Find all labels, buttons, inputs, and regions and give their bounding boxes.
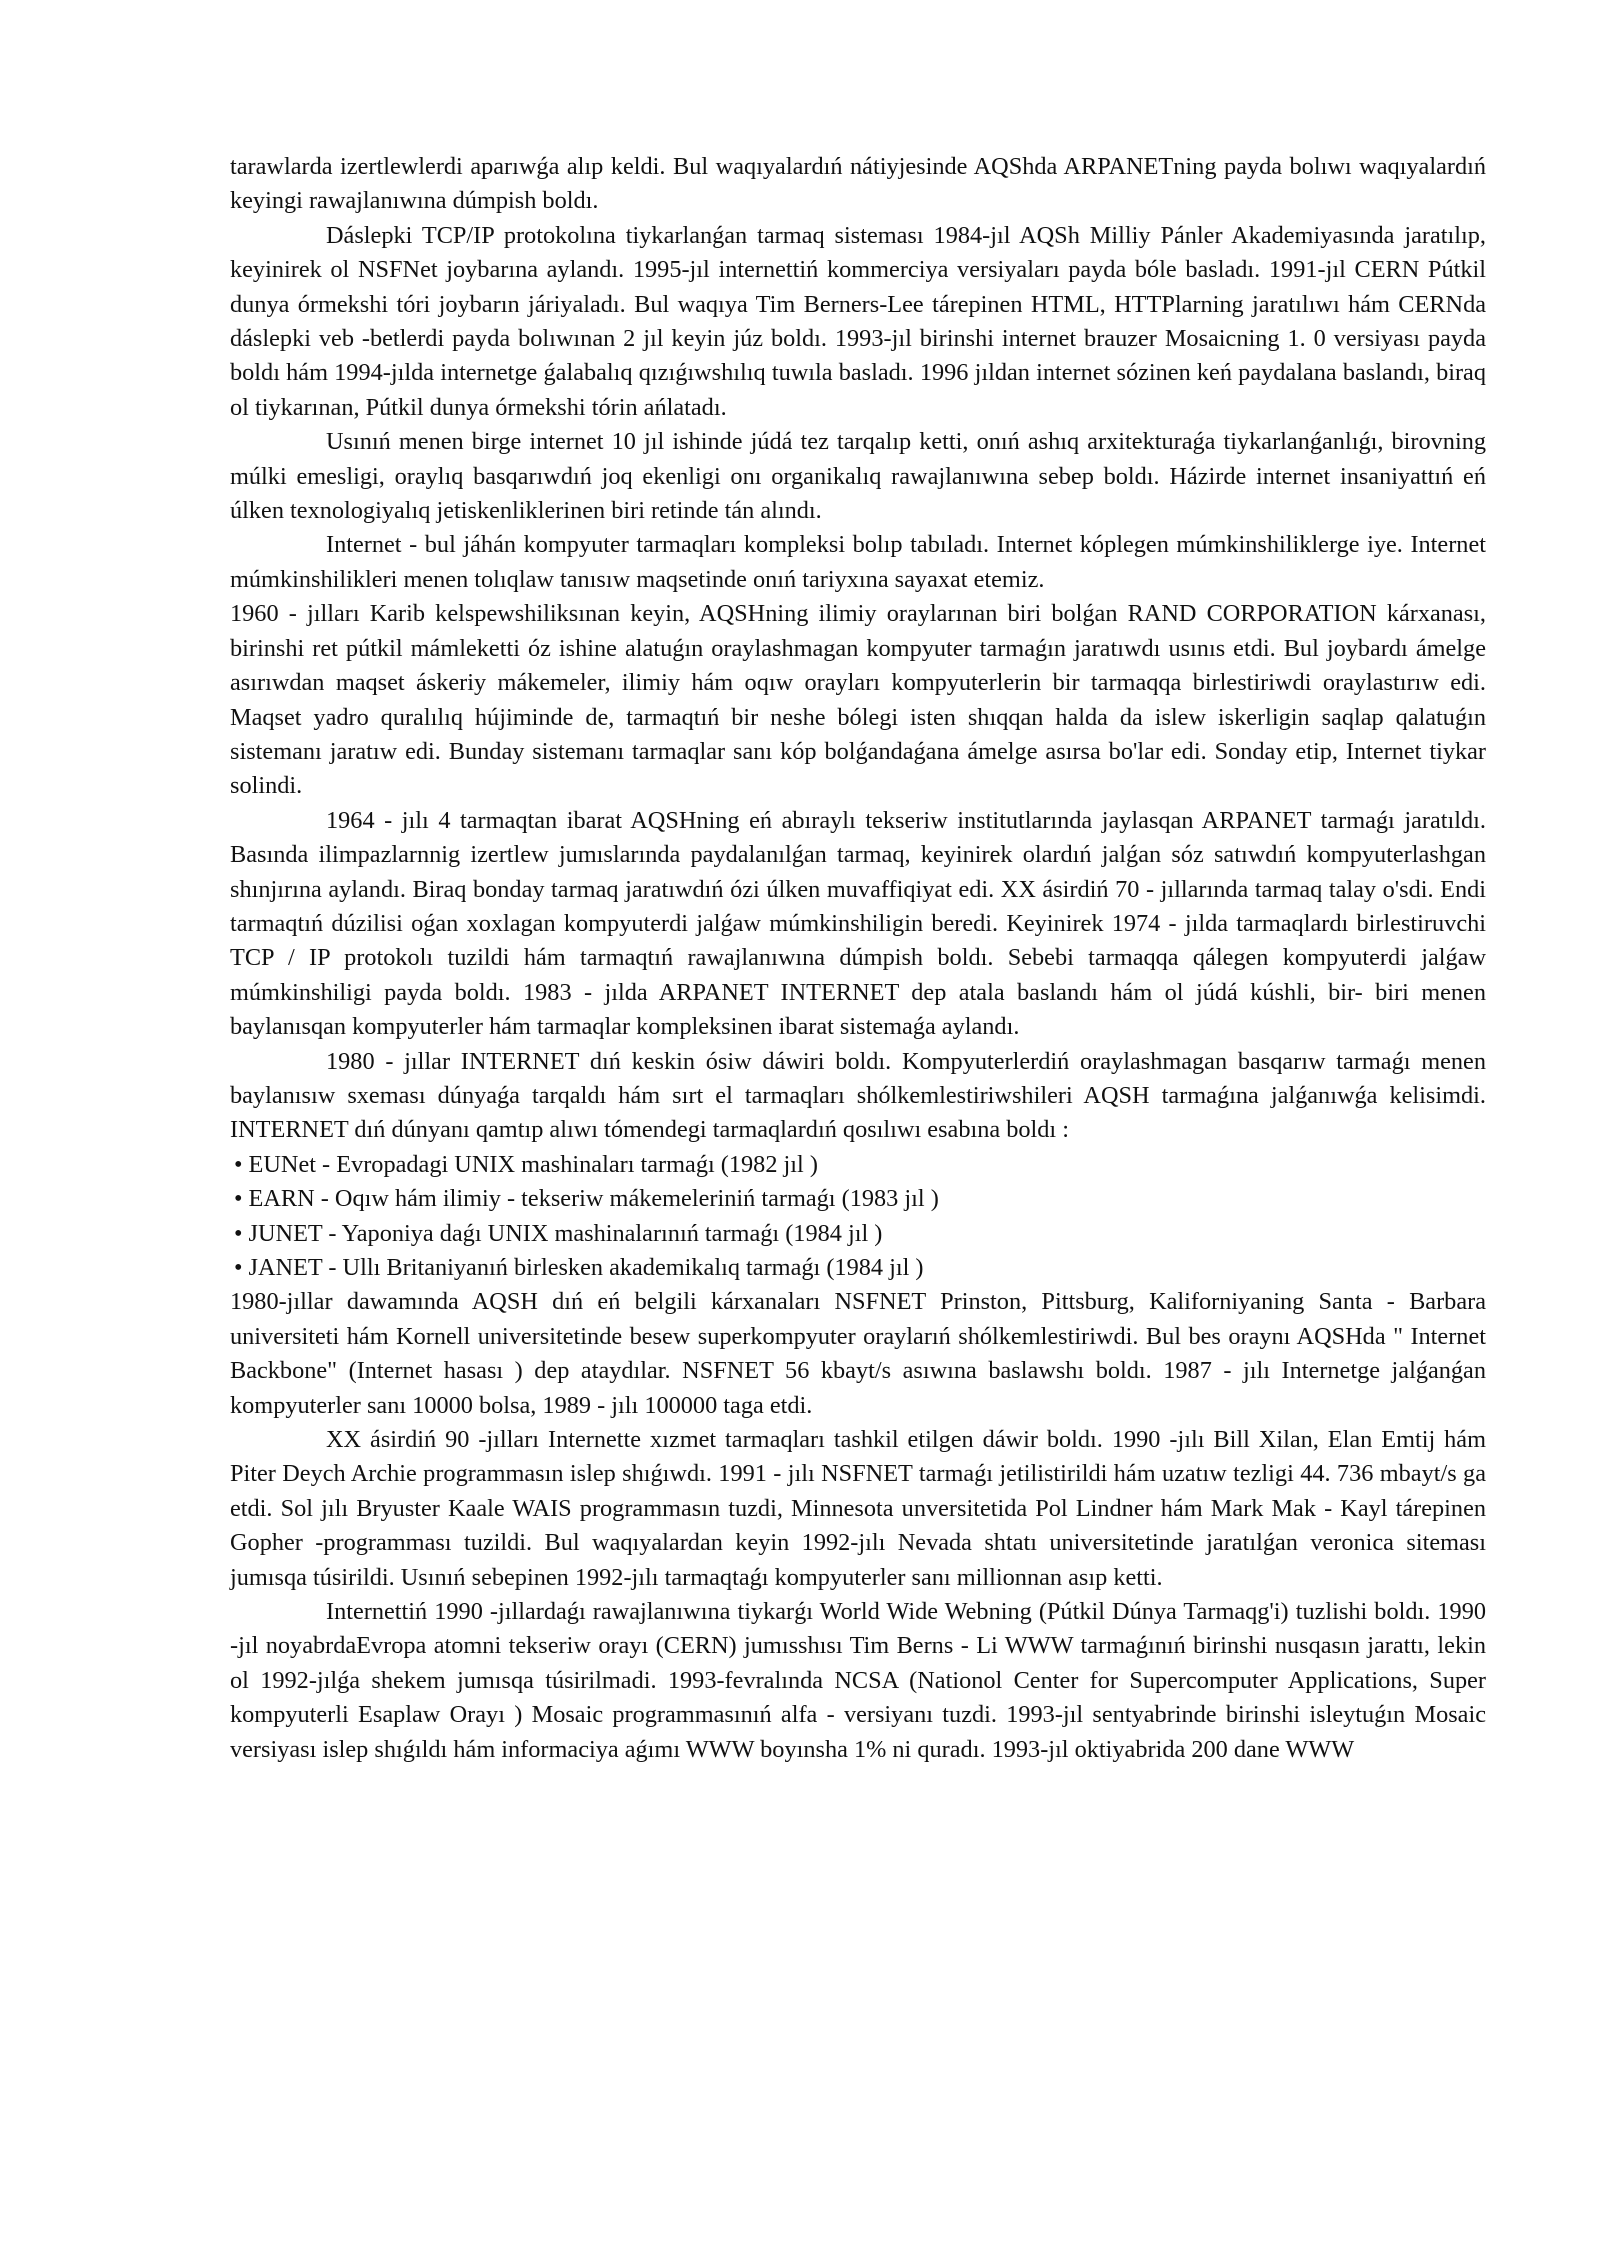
bullet-icon: • <box>234 1254 243 1281</box>
bullet-icon: • <box>234 1219 243 1247</box>
list-item <box>230 1217 1486 1251</box>
bullet-icon: • <box>234 1150 243 1178</box>
network-bullet-list <box>230 1148 1486 1286</box>
paragraph-arpanet-intro: tarawlarda izertlewlerdi aparıwǵa alıp keldi. Bul waqıyalardıń nátiyjesinde AQShda ARPANETning payda bolıwı waqıyalardıń keyingi rawajlanıwına dúmpish boldı. <box>230 153 1486 215</box>
list-item-text: EUNet - Evropadagi UNIX mashinaları tarmaǵı (1982 jıl ) <box>248 1150 818 1178</box>
list-item-text: JANET - Ullı Britaniyanıń birlesken akademikalıq tarmaǵı (1984 jıl ) <box>248 1254 924 1281</box>
paragraph-open-architecture: Usınıń menen birge internet 10 jıl ishinde júdá tez tarqalıp ketti, onıń ashıq arxitekturaǵa tiykarlanǵanlıǵı, birovning múlki emesligi, oraylıq basqarıwdıń joq ekenligi onı organikalıq rawajlanıwına sebep boldı. Házirde internet insaniyattıń eń úlken texnologiyalıq jetiskenliklerinen biri retinde tán alındı. <box>230 428 1486 525</box>
list-item <box>230 1182 1486 1216</box>
list-item-text: EARN - Oqıw hám ilimiy - tekseriw mákemeleriniń tarmaǵı (1983 jıl ) <box>248 1185 939 1213</box>
list-item <box>230 1148 1486 1182</box>
paragraph-world-wide-web: Internettiń 1990 -jıllardaǵı rawajlanıwına tiykarǵı World Wide Webning (Pútkil Dúnya Tarmaqg'i) tuzlishi boldı. 1990 -jıl noyabrdaEvropa atomni tekseriw orayı (CERN) jumısshısı Tim Berns - Li WWW tarmaǵınıń birinshi nusqasın jarattı, lekin ol 1992-jılǵa shekem jumısqa túsirilmadi. 1993-fevralında NCSA (Nationol Center for Supercomputer Applications, Super kompyuterli Esaplaw Orayı ) Mosaic programmasınıń alfa - versiyanı tuzdi. 1993-jıl sentyabrinde birinshi isleytuǵın Mosaic versiyası islep shıǵıldı hám informaciya aǵımı WWW boyınsha 1% ni quradı. 1993-jıl oktiyabrida 200 dane WWW <box>230 1598 1486 1763</box>
paragraph-tcpip-history: Dáslepki TCP/IP protokolına tiykarlanǵan tarmaq sisteması 1984-jıl AQSh Milliy Pánler Akademiyasında jaratılıp, keyinirek ol NSFNet joybarına aylandı. 1995-jıl internettiń kommerciya versiyaları payda bóle basladı. 1991-jıl CERN Pútkil dunya órmekshi tóri joybarın járiyaladı. Bul waqıya Tim Berners-Lee tárepinen HTML, HTTPlarning jaratılıwı hám CERNda dáslepki veb -betlerdi payda bolıwınan 2 jıl keyin júz boldı. 1993-jıl birinshi internet brauzer Mosaicning 1. 0 versiyası payda boldı hám 1994-jılda internetge ǵalabalıq qızıǵıwshılıq tuwıla basladı. 1996 jıldan internet sózinen keń paydalana baslandı, biraq ol tiykarınan, Pútkil dunya órmekshi tórin ańlatadı. <box>230 221 1486 421</box>
paragraph-arpanet-1964: 1964 - jılı 4 tarmaqtan ibarat AQSHning eń abıraylı tekseriw institutlarında jaylasqan ARPANET tarmaǵı jaratıldı. Basında ilimpazlarnnig izertlew jumıslarında paydalanılǵan tarmaq, keyinirek olardıń jalǵan sóz satıwdıń kompyuterlashgan shınjırına aylandı. Biraq bonday tarmaq jaratıwdıń ózi úlken muvaffiqiyat edi. XX ásirdiń 70 - jıllarında tarmaq talay o'sdi. Endi tarmaqtıń dúzilisi oǵan xoxlagan kompyuterdi jalǵaw múmkinshiligin beredi. Keyinirek 1974 - jılda tarmaqlardı birlestiruvchi TCP / IP protokolı tuzildi hám tarmaqtıń rawajlanıwına dúmpish boldı. Sebebi tarmaqqa qálegen kompyuterdi jalǵaw múmkinshiligi payda boldı. 1983 - jılda ARPANET INTERNET dep atala baslandı hám ol júdá kúshli, bir- biri menen baylanısqan kompyuterler hám tarmaqlar kompleksinen ibarat sistemaǵa aylandı. <box>230 806 1486 1041</box>
paragraph-1980s-growth: 1980 - jıllar INTERNET dıń keskin ósiw dáwiri boldı. Kompyuterlerdiń oraylashmagan basqarıw tarmaǵı menen baylanısıw sxeması dúnyaǵa tarqaldı hám sırt el tarmaqları shólkemlestiriwshileri AQSH tarmaǵına jalǵanıwǵa kelisimdi. INTERNET dıń dúnyanı qamtıp alıwı tómendegi tarmaqlardıń qosılıwı esabına boldı : <box>230 1047 1486 1144</box>
list-item-text: JUNET - Yaponiya daǵı UNIX mashinalarınıń tarmaǵı (1984 jıl ) <box>248 1219 883 1247</box>
list-item <box>230 1251 1486 1285</box>
paragraph-1990s-services: XX ásirdiń 90 -jılları Internette xızmet tarmaqları tashkil etilgen dáwir boldı. 1990 -jılı Bill Xilan, Elan Emtij hám Piter Deych Archie programmasın islep shıǵıwdı. 1991 - jılı NSFNET tarmaǵı jetilistirildi hám uzatıw tezligi 44. 736 mbayt/s ga etdi. Sol jılı Bryuster Kaale WAIS programmasın tuzdi, Minnesota unversitetida Pol Lindner hám Mark Mak - Kayl tárepinen Gopher -programması tuzildi. Bul waqıyalardan keyin 1992-jılı Nevada shtatı universitetinde jaratılǵan veronica siteması jumısqa túsirildi. Usınıń sebepinen 1992-jılı tarmaqtaǵı kompyuterler sanı millionnan asıp ketti. <box>230 1426 1486 1591</box>
paragraph-nsfnet: 1980-jıllar dawamında AQSH dıń eń belgili kárxanaları NSFNET Prinston, Pittsburg, Kaliforniyaning Santa - Barbara universiteti hám Kornell universitetinde besew superkompyuter oraylarıń shólkemlestiriwdi. Bul bes oraynı AQSHda " Internet Backbone" (Internet hasası ) dep ataydılar. NSFNET 56 kbayt/s asıwına baslawshı boldı. 1987 - jılı Internetge jalǵanǵan kompyuterler sanı 10000 bolsa, 1989 - jılı 100000 taga etdi. <box>230 1288 1486 1419</box>
paragraph-internet-definition: Internet - bul jáhán kompyuter tarmaqları kompleksi bolıp tabıladı. Internet kóplegen múmkinshiliklerge iye. Internet múmkinshilikleri menen tolıqlaw tanısıw maqsetinde onıń tariyxına sayaxat etemiz. <box>230 531 1486 593</box>
paragraph-rand-corporation: 1960 - jılları Karib kelspewshiliksınan keyin, AQSHning ilimiy oraylarınan biri bolǵan RAND CORPORATION kárxanası, birinshi ret pútkil mámleketti óz ishine alatuǵın oraylashmagan kompyuter tarmaǵın jaratıwdı usınıs etdi. Bul joybardı ámelge asırıwdan maqset áskeriy mákemeler, ilimiy hám oqıw orayları kompyuterlerin bir tarmaqqa birlestiriwdi oraylastırıw edi. Maqset yadro quralılıq hújiminde de, tarmaqtıń bir neshe bólegi isten shıqqan halda da islew iskerligin saqlap qalatuǵın sistemanı jaratıw edi. Bunday sistemanı tarmaqlar sanı kóp bolǵandaǵana ámelge asırsa bo'lar edi. Sonday etip, Internet tiykar solindi. <box>230 600 1486 800</box>
bullet-icon: • <box>234 1185 243 1213</box>
document-page <box>230 150 1486 1767</box>
